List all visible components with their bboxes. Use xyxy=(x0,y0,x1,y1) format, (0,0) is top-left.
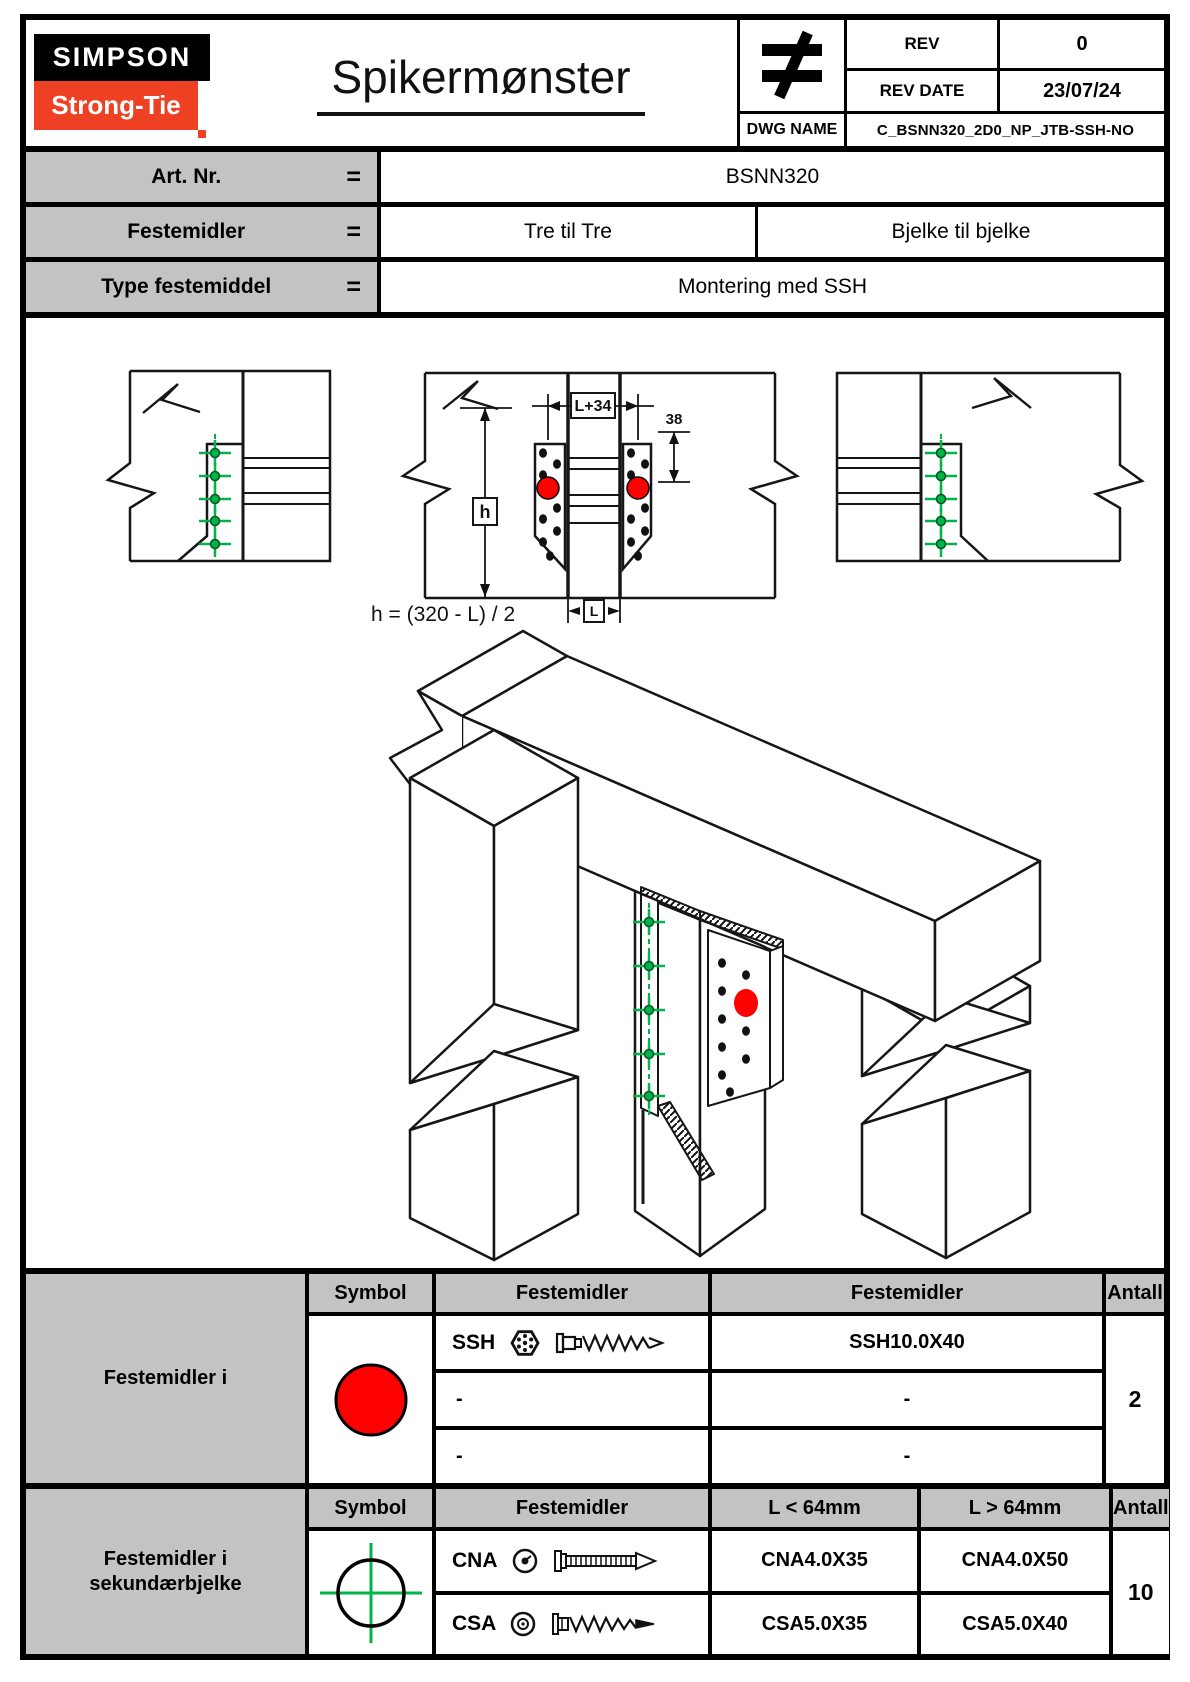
csa-screw-icon xyxy=(550,1610,660,1638)
row-label-hovedbjelke: Festemidler i xyxy=(26,1274,305,1483)
simpson-strongtie-logo xyxy=(34,34,210,130)
revision-table xyxy=(737,20,1164,146)
break-mark-icon xyxy=(143,384,200,413)
antall-value-hovedbjelke: 2 xyxy=(1106,1316,1164,1483)
drawing-area xyxy=(26,318,1164,1274)
symbol-cell-hovedbjelke xyxy=(309,1316,432,1483)
logo-top: SIMPSON xyxy=(34,34,210,81)
art-nr-row xyxy=(26,152,1164,202)
fastener-row-ssh xyxy=(436,1316,708,1369)
red-circle-symbol-icon xyxy=(330,1359,412,1441)
svg-text:L+34: L+34 xyxy=(574,398,612,415)
csa-spec-gt64: CSA5.0X40 xyxy=(921,1595,1109,1655)
crosshair-symbol-icon xyxy=(314,1537,428,1649)
not-equal-icon xyxy=(750,28,834,104)
table-hovedbjelke xyxy=(26,1274,1164,1489)
col-header-antall: Antall xyxy=(1106,1274,1164,1312)
art-nr-label: Art. Nr. xyxy=(151,165,222,188)
ssh-fastener-dot xyxy=(537,477,559,499)
col-header-antall: Antall xyxy=(1113,1489,1169,1527)
row-label-sekundaerbjelke: Festemidler i sekundærbjelke xyxy=(26,1489,305,1654)
fastener-spec: SSH10.0X40 xyxy=(712,1316,1102,1369)
break-line xyxy=(403,373,449,598)
dimension-h xyxy=(460,408,512,597)
fastener-name: CSA xyxy=(452,1612,497,1636)
col-header-l-gt-64: L > 64mm xyxy=(921,1489,1109,1527)
logo-bottom: Strong-Tie xyxy=(34,81,198,130)
fastener-row-empty: - xyxy=(436,1373,708,1426)
col-header-l-lt-64: L < 64mm xyxy=(712,1489,917,1527)
rev-date-value: 23/07/24 xyxy=(1000,71,1164,111)
type-festemiddel-label: Type festemiddel xyxy=(101,275,272,298)
equals-sign: = xyxy=(346,162,361,191)
dwg-name-value: C_BSNN320_2D0_NP_JTB-SSH-NO xyxy=(847,114,1164,146)
registered-mark xyxy=(198,130,206,138)
col-header-symbol: Symbol xyxy=(309,1489,432,1527)
col-header-festemidler-2: Festemidler xyxy=(712,1274,1102,1312)
equals-sign: = xyxy=(346,272,361,301)
type-festemiddel-row xyxy=(26,262,1164,312)
antall-value-sekundaerbjelke: 10 xyxy=(1113,1531,1169,1654)
cna-head-icon xyxy=(512,1548,538,1574)
rev-value: 0 xyxy=(1000,20,1164,68)
isometric-3d-view xyxy=(390,631,1040,1260)
title-block xyxy=(26,20,1164,152)
ssh-fastener-dot xyxy=(734,989,758,1017)
dimension-l xyxy=(568,599,620,623)
hanger-front-plate xyxy=(708,930,770,1106)
art-nr-value: BSNN320 xyxy=(725,165,820,188)
dwg-name-label: DWG NAME xyxy=(740,114,844,146)
festemidler-value-1: Tre til Tre xyxy=(524,220,612,243)
table-sekundaerbjelke xyxy=(26,1489,1169,1654)
fastener-row-cna xyxy=(436,1531,708,1591)
svg-text:h: h xyxy=(479,502,491,522)
col-header-festemidler-1: Festemidler xyxy=(436,1274,708,1312)
sheet-frame xyxy=(20,14,1170,1660)
right-2d-view xyxy=(837,373,1142,561)
symbol-cell-sekundaerbjelke xyxy=(309,1531,432,1654)
cna-spec-lt64: CNA4.0X35 xyxy=(712,1531,917,1591)
dimension-38 xyxy=(658,411,690,482)
cna-nail-icon xyxy=(552,1547,662,1575)
dimension-l34 xyxy=(532,393,654,440)
col-header-festemidler: Festemidler xyxy=(436,1489,708,1527)
svg-text:L: L xyxy=(589,603,599,619)
festemidler-row xyxy=(26,207,1164,257)
height-formula: h = (320 - L) / 2 xyxy=(371,603,516,626)
fastener-spec-empty: - xyxy=(712,1373,1102,1426)
not-equal-symbol-cell xyxy=(740,20,844,111)
csa-spec-lt64: CSA5.0X35 xyxy=(712,1595,917,1655)
csa-head-icon xyxy=(510,1611,536,1637)
svg-text:38: 38 xyxy=(665,411,683,428)
break-line xyxy=(751,373,797,598)
info-section xyxy=(26,152,1164,318)
ssh-screw-icon xyxy=(555,1329,667,1357)
type-festemiddel-value: Montering med SSH xyxy=(677,275,868,298)
ssh-hex-head-icon xyxy=(509,1327,541,1359)
break-mark-icon xyxy=(443,381,498,409)
right-view-nails xyxy=(925,440,957,557)
festemidler-label: Festemidler xyxy=(127,220,246,243)
rev-label: REV xyxy=(847,20,997,68)
break-line xyxy=(1096,373,1142,561)
cna-spec-gt64: CNA4.0X50 xyxy=(921,1531,1109,1591)
fastener-row-empty: - xyxy=(436,1430,708,1483)
left-support-member xyxy=(410,730,578,1260)
fastener-row-csa xyxy=(436,1595,708,1655)
break-mark-icon xyxy=(972,378,1031,408)
fastener-name: SSH xyxy=(452,1330,496,1354)
technical-drawing xyxy=(26,318,1164,1268)
break-line xyxy=(108,371,154,561)
page-title: Spikermønster xyxy=(317,50,644,116)
fastener-spec-empty: - xyxy=(712,1430,1102,1483)
col-header-symbol: Symbol xyxy=(309,1274,432,1312)
ssh-fastener-dot xyxy=(627,477,649,499)
left-2d-view xyxy=(108,371,330,561)
equals-sign: = xyxy=(346,217,361,246)
rev-date-label: REV DATE xyxy=(847,71,997,111)
festemidler-value-2: Bjelke til bjelke xyxy=(891,220,1031,243)
fastener-name: CNA xyxy=(452,1548,498,1572)
